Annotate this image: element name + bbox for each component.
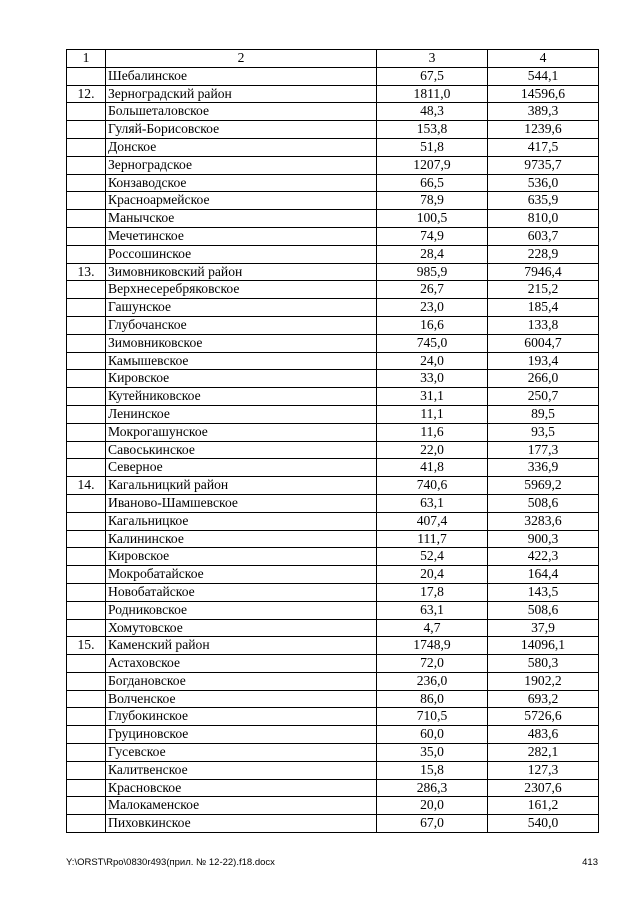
table-row (67, 352, 599, 370)
value-col-3: 710,5 (377, 708, 488, 726)
value-col-4: 93,5 (488, 423, 599, 441)
column-header-3: 3 (377, 50, 488, 68)
row-number (67, 174, 106, 192)
row-number: 13. (67, 263, 106, 281)
footer-page-number: 413 (582, 857, 598, 868)
row-number (67, 299, 106, 317)
table-row (67, 548, 599, 566)
value-col-4: 635,9 (488, 192, 599, 210)
table-row (67, 103, 599, 121)
row-number (67, 708, 106, 726)
table-row (67, 67, 599, 85)
settlement-name: Кировское (106, 548, 377, 566)
value-col-4: 6004,7 (488, 334, 599, 352)
value-col-4: 536,0 (488, 174, 599, 192)
value-col-4: 900,3 (488, 530, 599, 548)
value-col-4: 544,1 (488, 67, 599, 85)
row-number (67, 156, 106, 174)
value-col-3: 63,1 (377, 601, 488, 619)
settlement-name: Верхнесеребряковское (106, 281, 377, 299)
settlement-name: Зимовниковский район (106, 263, 377, 281)
table-row (67, 192, 599, 210)
settlement-name: Иваново-Шамшевское (106, 494, 377, 512)
table-row (67, 227, 599, 245)
row-number (67, 815, 106, 833)
table-row (67, 655, 599, 673)
value-col-3: 111,7 (377, 530, 488, 548)
value-col-4: 215,2 (488, 281, 599, 299)
column-header-2: 2 (106, 50, 377, 68)
table-row (67, 334, 599, 352)
table-row (67, 637, 599, 655)
settlement-name: Донское (106, 138, 377, 156)
value-col-4: 127,3 (488, 761, 599, 779)
row-number (67, 210, 106, 228)
value-col-3: 86,0 (377, 690, 488, 708)
value-col-4: 7946,4 (488, 263, 599, 281)
row-number (67, 619, 106, 637)
table-row (67, 815, 599, 833)
value-col-3: 67,0 (377, 815, 488, 833)
value-col-3: 28,4 (377, 245, 488, 263)
value-col-4: 3283,6 (488, 512, 599, 530)
row-number (67, 423, 106, 441)
row-number (67, 655, 106, 673)
value-col-3: 20,4 (377, 566, 488, 584)
table-row (67, 477, 599, 495)
table-row (67, 210, 599, 228)
value-col-3: 985,9 (377, 263, 488, 281)
settlement-name: Малокаменское (106, 797, 377, 815)
table-row (67, 601, 599, 619)
row-number (67, 227, 106, 245)
settlement-name: Большеталовское (106, 103, 377, 121)
row-number (67, 441, 106, 459)
table-row (67, 779, 599, 797)
value-col-3: 1207,9 (377, 156, 488, 174)
header-row (67, 50, 599, 68)
value-col-3: 1748,9 (377, 637, 488, 655)
row-number (67, 67, 106, 85)
value-col-3: 1811,0 (377, 85, 488, 103)
value-col-3: 100,5 (377, 210, 488, 228)
table-row (67, 174, 599, 192)
settlement-name: Хомутовское (106, 619, 377, 637)
table-row (67, 316, 599, 334)
value-col-3: 740,6 (377, 477, 488, 495)
value-col-4: 389,3 (488, 103, 599, 121)
value-col-3: 236,0 (377, 672, 488, 690)
settlement-name: Шебалинское (106, 67, 377, 85)
row-number (67, 512, 106, 530)
row-number (67, 583, 106, 601)
settlement-name: Камышевское (106, 352, 377, 370)
value-col-3: 74,9 (377, 227, 488, 245)
value-col-3: 745,0 (377, 334, 488, 352)
row-number (67, 352, 106, 370)
row-number (67, 530, 106, 548)
value-col-3: 24,0 (377, 352, 488, 370)
row-number (67, 316, 106, 334)
settlement-name: Северное (106, 459, 377, 477)
row-number (67, 690, 106, 708)
value-col-4: 603,7 (488, 227, 599, 245)
value-col-3: 11,6 (377, 423, 488, 441)
row-number (67, 103, 106, 121)
value-col-4: 1239,6 (488, 121, 599, 139)
value-col-4: 89,5 (488, 405, 599, 423)
value-col-4: 282,1 (488, 744, 599, 762)
value-col-4: 5969,2 (488, 477, 599, 495)
value-col-4: 193,4 (488, 352, 599, 370)
value-col-4: 2307,6 (488, 779, 599, 797)
table-row (67, 726, 599, 744)
value-col-4: 177,3 (488, 441, 599, 459)
settlement-name: Савоськинское (106, 441, 377, 459)
table-row (67, 459, 599, 477)
value-col-4: 5726,6 (488, 708, 599, 726)
value-col-4: 1902,2 (488, 672, 599, 690)
table-row (67, 299, 599, 317)
row-number (67, 566, 106, 584)
table-row (67, 512, 599, 530)
row-number (67, 601, 106, 619)
table-row (67, 370, 599, 388)
settlement-name: Гуляй-Борисовское (106, 121, 377, 139)
value-col-4: 9735,7 (488, 156, 599, 174)
value-col-4: 417,5 (488, 138, 599, 156)
value-col-4: 14596,6 (488, 85, 599, 103)
value-col-3: 52,4 (377, 548, 488, 566)
row-number (67, 370, 106, 388)
settlement-name: Кировское (106, 370, 377, 388)
column-header-4: 4 (488, 50, 599, 68)
settlement-name: Гашунское (106, 299, 377, 317)
table-row (67, 494, 599, 512)
value-col-4: 133,8 (488, 316, 599, 334)
value-col-3: 16,6 (377, 316, 488, 334)
row-number (67, 405, 106, 423)
table-row (67, 566, 599, 584)
table-row (67, 121, 599, 139)
value-col-3: 63,1 (377, 494, 488, 512)
table-row (67, 530, 599, 548)
value-col-4: 810,0 (488, 210, 599, 228)
table-row (67, 405, 599, 423)
settlement-name: Красновское (106, 779, 377, 797)
settlement-name: Глубочанское (106, 316, 377, 334)
value-col-4: 580,3 (488, 655, 599, 673)
settlement-name: Зерноградское (106, 156, 377, 174)
value-col-3: 48,3 (377, 103, 488, 121)
row-number (67, 388, 106, 406)
row-number (67, 192, 106, 210)
row-number (67, 281, 106, 299)
value-col-4: 693,2 (488, 690, 599, 708)
table-row (67, 245, 599, 263)
value-col-4: 14096,1 (488, 637, 599, 655)
table-row (67, 761, 599, 779)
table-row (67, 619, 599, 637)
settlement-name: Каменский район (106, 637, 377, 655)
settlement-name: Кагальницкое (106, 512, 377, 530)
value-col-3: 35,0 (377, 744, 488, 762)
value-col-4: 164,4 (488, 566, 599, 584)
row-number (67, 797, 106, 815)
row-number (67, 672, 106, 690)
value-col-3: 4,7 (377, 619, 488, 637)
settlement-name: Пиховкинское (106, 815, 377, 833)
value-col-3: 20,0 (377, 797, 488, 815)
value-col-3: 17,8 (377, 583, 488, 601)
row-number (67, 726, 106, 744)
table-row (67, 583, 599, 601)
footer-file-path: Y:\ORST\Rpo\0830r493(прил. № 12-22).f18.docx (66, 857, 275, 868)
row-number (67, 744, 106, 762)
value-col-3: 286,3 (377, 779, 488, 797)
value-col-3: 26,7 (377, 281, 488, 299)
value-col-4: 483,6 (488, 726, 599, 744)
settlement-name: Родниковское (106, 601, 377, 619)
value-col-3: 41,8 (377, 459, 488, 477)
settlement-name: Ленинское (106, 405, 377, 423)
value-col-3: 60,0 (377, 726, 488, 744)
value-col-4: 266,0 (488, 370, 599, 388)
value-col-3: 66,5 (377, 174, 488, 192)
settlement-name: Манычское (106, 210, 377, 228)
table-row (67, 281, 599, 299)
value-col-3: 72,0 (377, 655, 488, 673)
row-number (67, 761, 106, 779)
settlement-name: Мечетинское (106, 227, 377, 245)
row-number (67, 779, 106, 797)
value-col-4: 336,9 (488, 459, 599, 477)
table-row (67, 744, 599, 762)
table-row (67, 797, 599, 815)
table-row (67, 672, 599, 690)
settlement-name: Глубокинское (106, 708, 377, 726)
table-row (67, 138, 599, 156)
value-col-4: 228,9 (488, 245, 599, 263)
row-number: 15. (67, 637, 106, 655)
value-col-3: 11,1 (377, 405, 488, 423)
settlement-name: Мокробатайское (106, 566, 377, 584)
value-col-4: 422,3 (488, 548, 599, 566)
value-col-4: 161,2 (488, 797, 599, 815)
value-col-3: 407,4 (377, 512, 488, 530)
row-number (67, 334, 106, 352)
value-col-3: 67,5 (377, 67, 488, 85)
value-col-4: 508,6 (488, 601, 599, 619)
data-table (66, 49, 599, 833)
value-col-4: 37,9 (488, 619, 599, 637)
value-col-3: 22,0 (377, 441, 488, 459)
table-row (67, 156, 599, 174)
row-number (67, 548, 106, 566)
settlement-name: Россошинское (106, 245, 377, 263)
value-col-3: 23,0 (377, 299, 488, 317)
settlement-name: Конзаводское (106, 174, 377, 192)
value-col-4: 250,7 (488, 388, 599, 406)
value-col-3: 33,0 (377, 370, 488, 388)
table-row (67, 423, 599, 441)
settlement-name: Груциновское (106, 726, 377, 744)
settlement-name: Новобатайское (106, 583, 377, 601)
value-col-4: 508,6 (488, 494, 599, 512)
settlement-name: Волченское (106, 690, 377, 708)
row-number (67, 494, 106, 512)
table-row (67, 708, 599, 726)
row-number (67, 138, 106, 156)
row-number: 14. (67, 477, 106, 495)
settlement-name: Кутейниковское (106, 388, 377, 406)
table-row (67, 441, 599, 459)
settlement-name: Мокрогашунское (106, 423, 377, 441)
value-col-4: 540,0 (488, 815, 599, 833)
settlement-name: Астаховское (106, 655, 377, 673)
row-number: 12. (67, 85, 106, 103)
settlement-name: Гусевское (106, 744, 377, 762)
column-header-1: 1 (67, 50, 106, 68)
row-number (67, 459, 106, 477)
table-body (67, 67, 599, 832)
value-col-3: 153,8 (377, 121, 488, 139)
settlement-name: Красноармейское (106, 192, 377, 210)
value-col-4: 143,5 (488, 583, 599, 601)
row-number (67, 121, 106, 139)
value-col-3: 15,8 (377, 761, 488, 779)
table-row (67, 85, 599, 103)
settlement-name: Калининское (106, 530, 377, 548)
value-col-3: 78,9 (377, 192, 488, 210)
settlement-name: Зимовниковское (106, 334, 377, 352)
settlement-name: Кагальницкий район (106, 477, 377, 495)
settlement-name: Калитвенское (106, 761, 377, 779)
table-row (67, 263, 599, 281)
value-col-4: 185,4 (488, 299, 599, 317)
settlement-name: Богдановское (106, 672, 377, 690)
row-number (67, 245, 106, 263)
value-col-3: 31,1 (377, 388, 488, 406)
settlement-name: Зерноградский район (106, 85, 377, 103)
table-row (67, 690, 599, 708)
table-row (67, 388, 599, 406)
value-col-3: 51,8 (377, 138, 488, 156)
